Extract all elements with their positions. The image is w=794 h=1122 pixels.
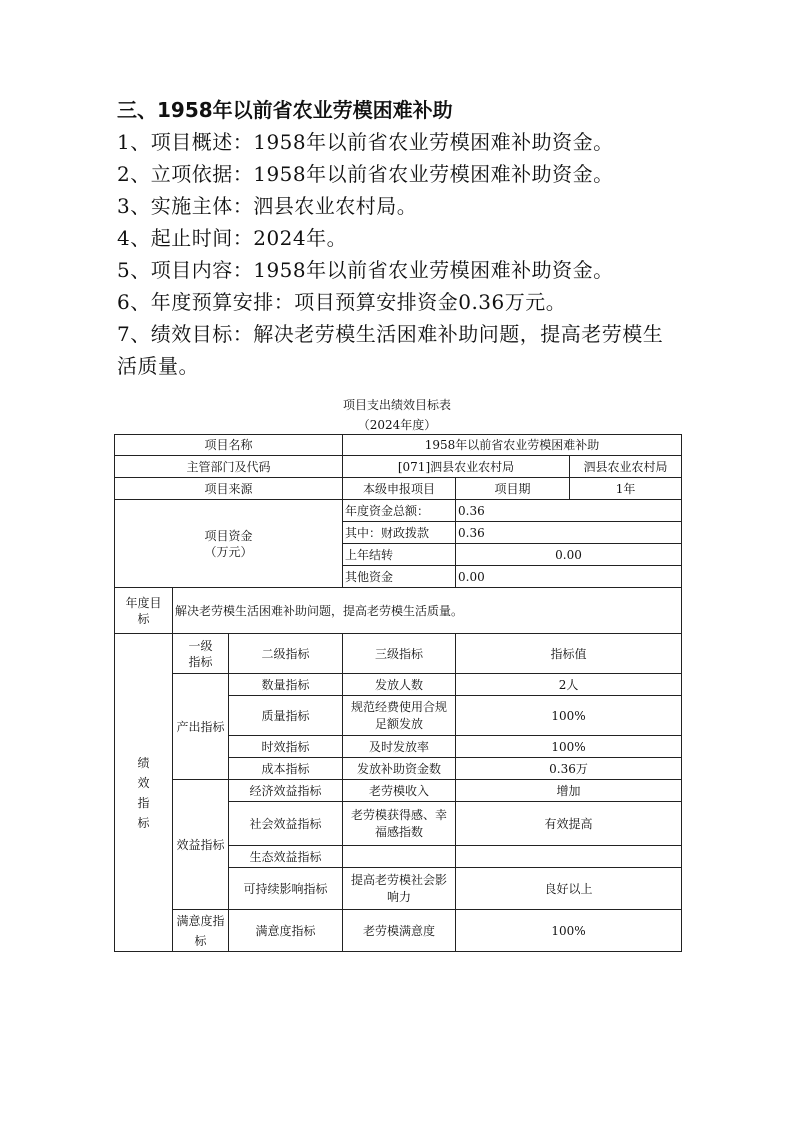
benefit-l2-3: 可持续影响指标 [229, 868, 343, 910]
indicators-label [115, 634, 173, 952]
header-level1-text: 一级指标 [188, 638, 213, 669]
period-value: 1年 [570, 478, 682, 500]
paragraph-content: 5、项目内容：1958年以前省农业劳模困难补助资金。 [117, 258, 614, 282]
table-title: 项目支出绩效目标表 [342, 398, 451, 412]
paragraph-basis: 2、立项依据：1958年以前省农业劳模困难补助资金。 [117, 162, 614, 186]
header-level1 [173, 634, 229, 674]
satisfaction-l3: 老劳模满意度 [343, 910, 456, 952]
output-l2-3: 成本指标 [229, 758, 343, 780]
benefit-l3-3-text: 提高老劳模社会影响力 [350, 872, 447, 904]
paragraph-goal: 7、绩效目标：解决老劳模生活困难补助问题，提高老劳模生 [117, 322, 664, 346]
source-label: 项目来源 [115, 478, 343, 500]
output-v-2: 100% [456, 736, 682, 758]
dept-value: [071]泗县农业农村局 [343, 456, 570, 478]
benefit-v-0: 增加 [456, 780, 682, 802]
satisfaction-v: 100% [456, 910, 682, 952]
output-l3-2: 及时发放率 [343, 736, 456, 758]
output-l3-3: 发放补助资金数 [343, 758, 456, 780]
funds-fiscal-label: 其中：财政拨款 [343, 522, 456, 544]
funds-label-line1: 项目资金 [204, 528, 253, 543]
output-label: 产出指标 [173, 674, 229, 780]
funds-fiscal-value: 0.36 [456, 522, 682, 544]
annual-goal-label [115, 588, 173, 634]
benefit-l2-2: 生态效益指标 [229, 846, 343, 868]
benefit-label: 效益指标 [173, 780, 229, 910]
funds-total-value: 0.36 [456, 500, 682, 522]
funds-other-value: 0.00 [456, 566, 682, 588]
output-v-0: 2人 [456, 674, 682, 696]
benefit-l3-3 [343, 868, 456, 910]
output-l2-2: 时效指标 [229, 736, 343, 758]
benefit-l3-0: 老劳模收入 [343, 780, 456, 802]
benefit-l2-1: 社会效益指标 [229, 802, 343, 846]
satisfaction-label-text: 满意度指标 [176, 913, 225, 948]
benefit-l3-1-text: 老劳模获得感、幸福感指数 [350, 807, 447, 839]
funds-carryover-value: 0.00 [456, 544, 682, 566]
benefit-l3-2 [343, 846, 456, 868]
benefit-l3-1 [343, 802, 456, 846]
section-title: 三、1958年以前省农业劳模困难补助 [117, 98, 453, 122]
funds-label [115, 500, 343, 588]
funds-other-label: 其他资金 [343, 566, 456, 588]
impl-value: 泗县农业农村局 [570, 456, 682, 478]
period-label: 项目期 [456, 478, 570, 500]
header-value: 指标值 [456, 634, 682, 674]
paragraph-executor: 3、实施主体：泗县农业农村局。 [117, 194, 418, 218]
output-l3-1-text: 规范经费使用合规足额发放 [350, 699, 447, 731]
funds-total-label: 年度资金总额： [343, 500, 456, 522]
indicators-label-text: 绩效指标 [137, 755, 150, 830]
paragraph-goal-cont: 活质量。 [117, 354, 199, 378]
output-l3-1 [343, 696, 456, 736]
output-v-1: 100% [456, 696, 682, 736]
paragraph-overview: 1、项目概述：1958年以前省农业劳模困难补助资金。 [117, 130, 614, 154]
output-l3-0: 发放人数 [343, 674, 456, 696]
benefit-v-1: 有效提高 [456, 802, 682, 846]
funds-carryover-label: 上年结转 [343, 544, 456, 566]
benefit-v-2 [456, 846, 682, 868]
output-l2-0: 数量指标 [229, 674, 343, 696]
annual-goal-value: 解决老劳模生活困难补助问题，提高老劳模生活质量。 [173, 588, 682, 634]
performance-table [114, 434, 682, 952]
funds-label-line2: （万元） [204, 544, 253, 559]
paragraph-budget: 6、年度预算安排：项目预算安排资金0.36万元。 [117, 290, 567, 314]
project-name-label: 项目名称 [115, 435, 343, 456]
table-year: （2024年度） [357, 418, 437, 432]
satisfaction-label [173, 910, 229, 952]
output-v-3: 0.36万 [456, 758, 682, 780]
header-level2: 二级指标 [229, 634, 343, 674]
project-name-value: 1958年以前省农业劳模困难补助 [343, 435, 682, 456]
header-level3: 三级指标 [343, 634, 456, 674]
benefit-l2-0: 经济效益指标 [229, 780, 343, 802]
paragraph-duration: 4、起止时间：2024年。 [117, 226, 348, 250]
satisfaction-l2: 满意度指标 [229, 910, 343, 952]
annual-goal-label-text: 年度目标 [125, 595, 162, 626]
dept-label: 主管部门及代码 [115, 456, 343, 478]
output-l2-1: 质量指标 [229, 696, 343, 736]
source-value: 本级申报项目 [343, 478, 456, 500]
benefit-v-3: 良好以上 [456, 868, 682, 910]
